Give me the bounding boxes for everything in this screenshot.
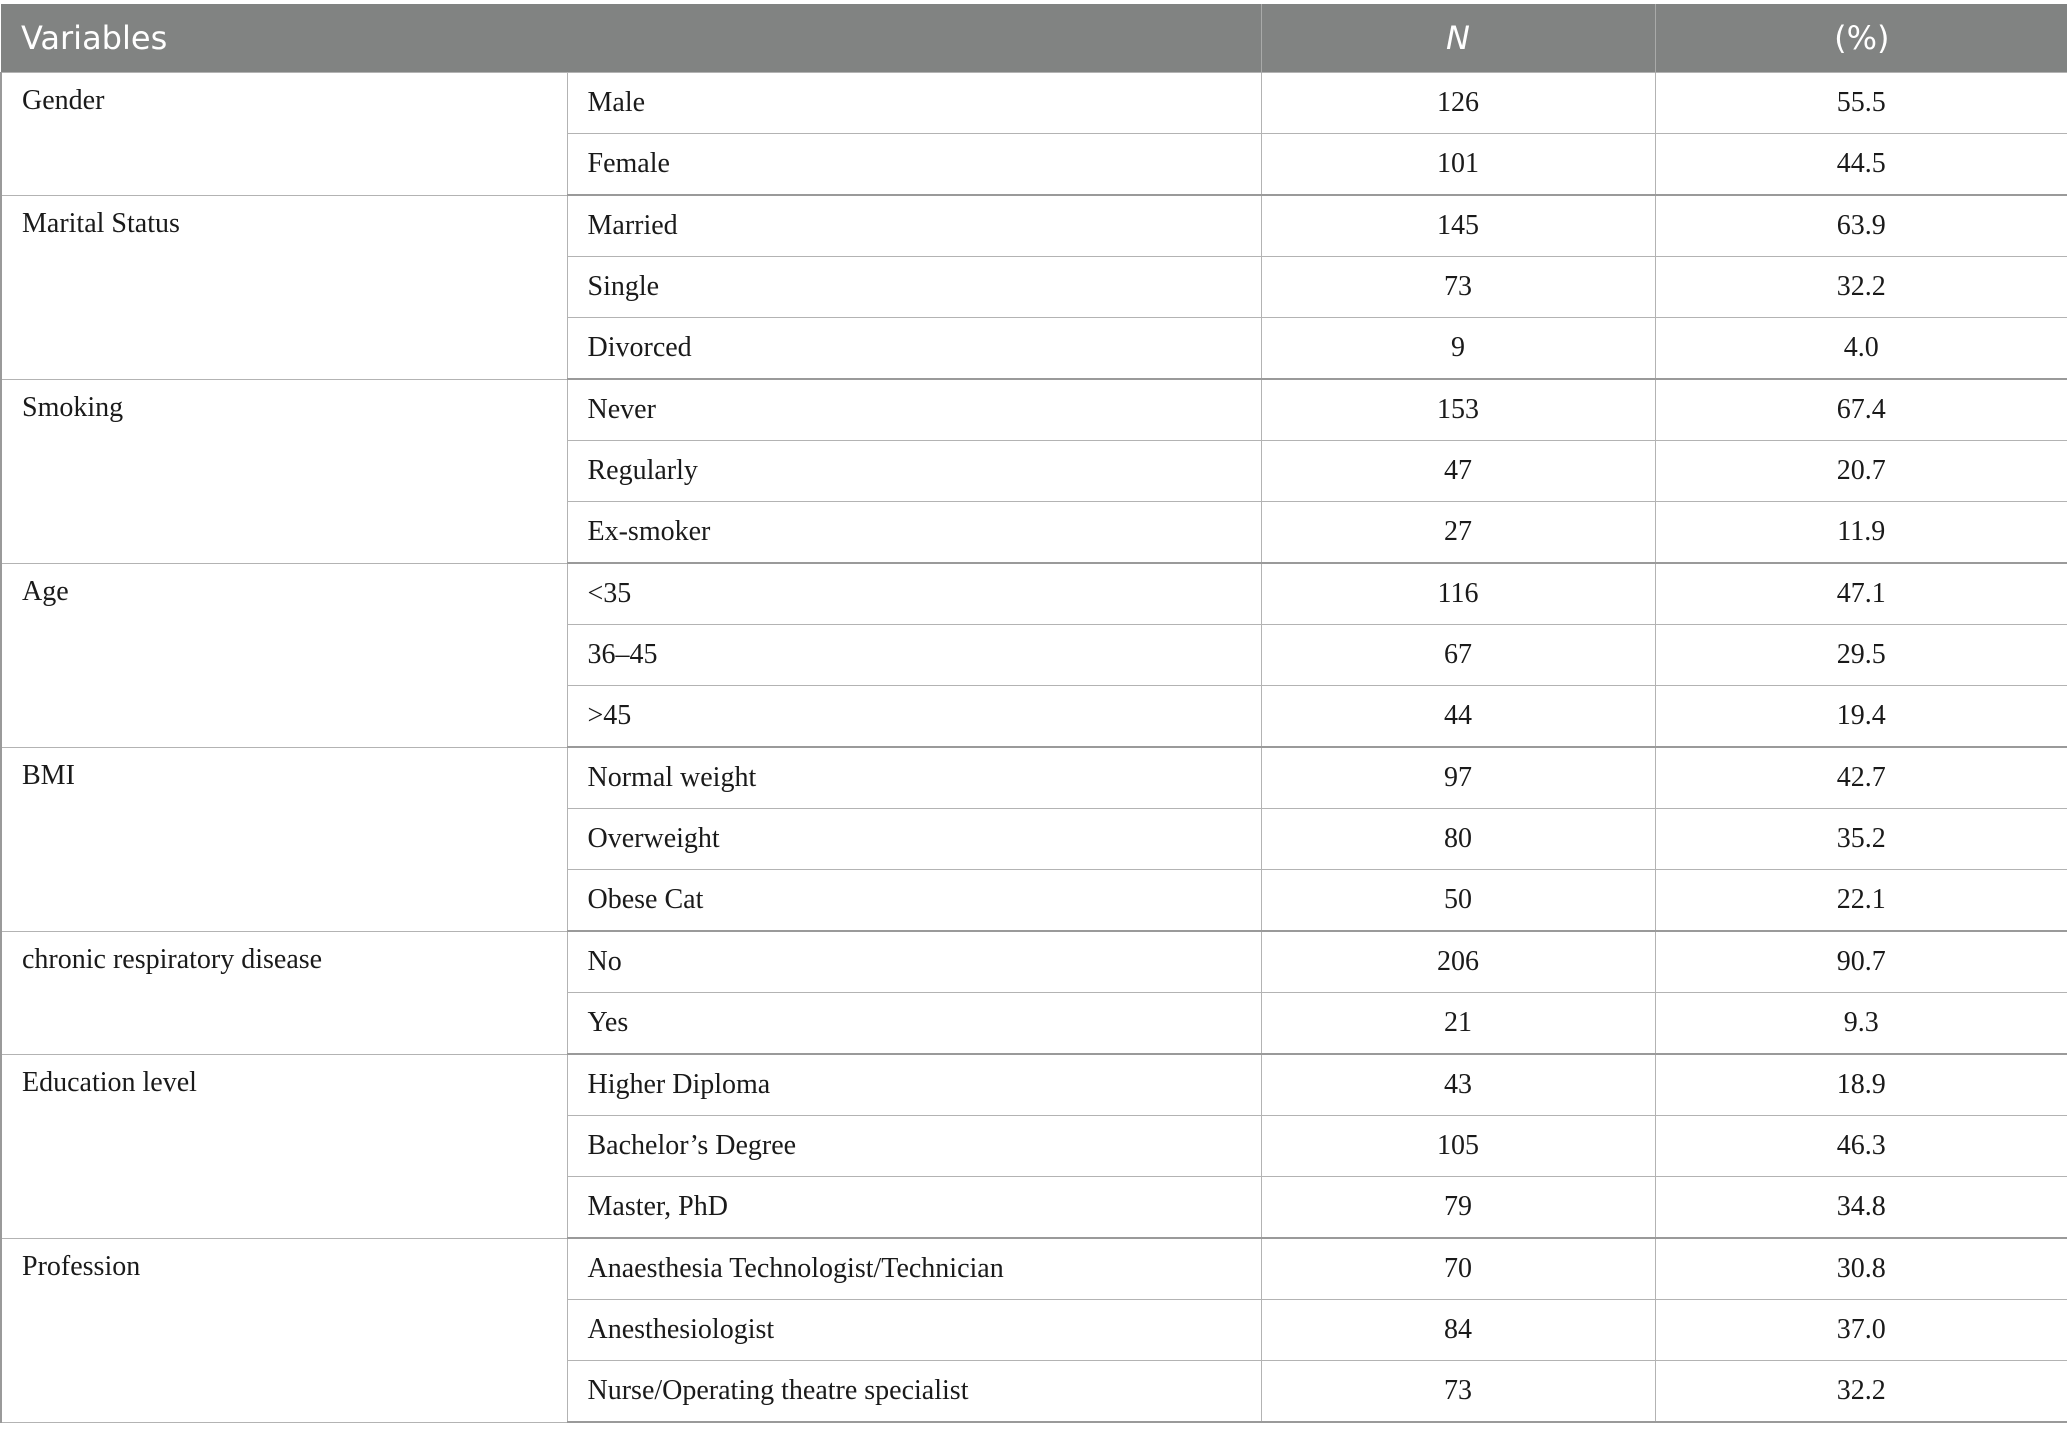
category-label: Never: [567, 379, 1261, 441]
count-cell: 79: [1261, 1177, 1655, 1239]
category-label: Nurse/Operating theatre specialist: [567, 1361, 1261, 1423]
count-cell: 27: [1261, 502, 1655, 564]
percent-cell: 90.7: [1655, 931, 2067, 993]
percent-cell: 20.7: [1655, 441, 2067, 502]
category-label: Normal weight: [567, 747, 1261, 809]
count-cell: 126: [1261, 73, 1655, 134]
variable-group-label: Education level: [1, 1054, 567, 1238]
count-cell: 105: [1261, 1116, 1655, 1177]
percent-cell: 29.5: [1655, 625, 2067, 686]
percent-cell: 32.2: [1655, 257, 2067, 318]
percent-cell: 18.9: [1655, 1054, 2067, 1116]
count-cell: 47: [1261, 441, 1655, 502]
table-row: [1, 195, 2067, 257]
category-label: 36–45: [567, 625, 1261, 686]
category-label: Anesthesiologist: [567, 1300, 1261, 1361]
percent-cell: 47.1: [1655, 563, 2067, 625]
category-label: No: [567, 931, 1261, 993]
count-cell: 43: [1261, 1054, 1655, 1116]
variable-group-label: Profession: [1, 1238, 567, 1422]
percent-cell: 63.9: [1655, 195, 2067, 257]
category-label: Male: [567, 73, 1261, 134]
variable-group-label: chronic respiratory disease: [1, 931, 567, 1054]
variable-group-label: Marital Status: [1, 195, 567, 379]
percent-cell: 46.3: [1655, 1116, 2067, 1177]
category-label: Overweight: [567, 809, 1261, 870]
category-label: Higher Diploma: [567, 1054, 1261, 1116]
count-cell: 73: [1261, 257, 1655, 318]
percent-cell: 34.8: [1655, 1177, 2067, 1239]
category-label: Married: [567, 195, 1261, 257]
table-row: [1, 73, 2067, 134]
count-cell: 50: [1261, 870, 1655, 932]
category-label: Bachelor’s Degree: [567, 1116, 1261, 1177]
percent-cell: 22.1: [1655, 870, 2067, 932]
percent-cell: 67.4: [1655, 379, 2067, 441]
category-label: Anaesthesia Technologist/Technician: [567, 1238, 1261, 1300]
count-cell: 84: [1261, 1300, 1655, 1361]
percent-cell: 42.7: [1655, 747, 2067, 809]
table-body: [1, 73, 2067, 1423]
variable-group-label: BMI: [1, 747, 567, 931]
table-row: [1, 931, 2067, 993]
count-cell: 116: [1261, 563, 1655, 625]
table-row: [1, 1054, 2067, 1116]
header-variables: Variables: [1, 4, 1261, 73]
category-label: Master, PhD: [567, 1177, 1261, 1239]
header-percent: (%): [1655, 4, 2067, 73]
percent-cell: 19.4: [1655, 686, 2067, 748]
category-label: Ex-smoker: [567, 502, 1261, 564]
table-row: [1, 379, 2067, 441]
table-header: [1, 4, 2067, 73]
category-label: Single: [567, 257, 1261, 318]
percent-cell: 44.5: [1655, 134, 2067, 196]
percent-cell: 55.5: [1655, 73, 2067, 134]
table-row: [1, 1238, 2067, 1300]
demographics-table: [0, 4, 2067, 1423]
table-row: [1, 747, 2067, 809]
percent-cell: 37.0: [1655, 1300, 2067, 1361]
count-cell: 9: [1261, 318, 1655, 380]
table-row: [1, 563, 2067, 625]
category-label: Female: [567, 134, 1261, 196]
category-label: Obese Cat: [567, 870, 1261, 932]
count-cell: 206: [1261, 931, 1655, 993]
header-row: [1, 4, 2067, 73]
count-cell: 73: [1261, 1361, 1655, 1423]
percent-cell: 11.9: [1655, 502, 2067, 564]
percent-cell: 30.8: [1655, 1238, 2067, 1300]
percent-cell: 4.0: [1655, 318, 2067, 380]
category-label: Regularly: [567, 441, 1261, 502]
percent-cell: 35.2: [1655, 809, 2067, 870]
category-label: Yes: [567, 993, 1261, 1055]
count-cell: 80: [1261, 809, 1655, 870]
count-cell: 97: [1261, 747, 1655, 809]
category-label: <35: [567, 563, 1261, 625]
percent-cell: 32.2: [1655, 1361, 2067, 1423]
percent-cell: 9.3: [1655, 993, 2067, 1055]
demographics-table-container: [0, 4, 2067, 1423]
variable-group-label: Age: [1, 563, 567, 747]
count-cell: 70: [1261, 1238, 1655, 1300]
count-cell: 153: [1261, 379, 1655, 441]
count-cell: 145: [1261, 195, 1655, 257]
count-cell: 44: [1261, 686, 1655, 748]
header-n: N: [1261, 4, 1655, 73]
variable-group-label: Smoking: [1, 379, 567, 563]
count-cell: 67: [1261, 625, 1655, 686]
category-label: >45: [567, 686, 1261, 748]
count-cell: 21: [1261, 993, 1655, 1055]
category-label: Divorced: [567, 318, 1261, 380]
count-cell: 101: [1261, 134, 1655, 196]
variable-group-label: Gender: [1, 73, 567, 196]
